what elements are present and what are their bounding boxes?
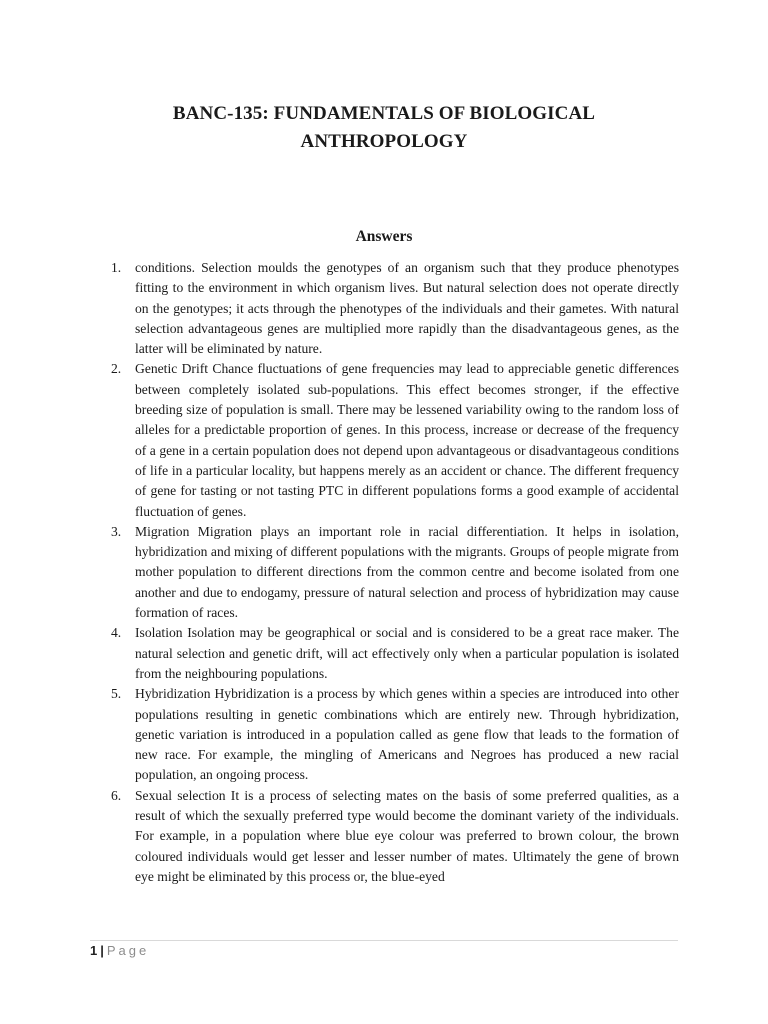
page-number: 1 [90, 943, 98, 958]
answer-item-5 [108, 684, 679, 785]
list-number: 1. [111, 260, 122, 275]
answer-item-4 [108, 623, 679, 684]
section-heading-answers: Answers [355, 228, 413, 245]
answer-text: Hybridization Hybridization is a process by which genes within a species are introduced into other populations resulting in genetic combinations which are entirely new. Through hybridization, genetic variation is introduced in a population called as gene flow that leads to the formation of new race. For example, the mingling of Americans and Negroes has produced a new racial population, an ongoing process. [135, 686, 679, 783]
title-line-1: BANC-135: FUNDAMENTALS OF BIOLOGICAL [172, 103, 596, 124]
answer-text: Sexual selection It is a process of selecting mates on the basis of some preferred qualities, as a result of which the sexually preferred type would become the dominant variety of the individuals. For example, in a population where blue eye colour was preferred to brown colour, the brown coloured individuals would get lesser and lesser number of mates. Ultimately the gene of brown eye might be eliminated by this process or, the blue-eyed [135, 787, 679, 884]
answer-item-2 [108, 359, 679, 521]
answer-item-3 [108, 522, 679, 623]
footer-divider [90, 940, 678, 941]
title-line-2: ANTHROPOLOGY [300, 131, 468, 152]
footer-separator: | [100, 943, 104, 958]
answer-text: Genetic Drift Chance fluctuations of gene frequencies may lead to appreciable genetic differences between completely isolated sub-populations. This effect becomes stronger, if the effective breeding size of population is small. There may be lessened variability owing to the random loss of alleles for a predictable proportion of genes. In this process, increase or decrease of the frequency of a gene in a certain population does not depend upon advantageous or disadvantageous conditions of life in a particular locality, but happens merely as an accident or chance. The different frequency of gene for tasting or not tasting PTC in different populations forms a good example of accidental fluctuation of genes. [135, 361, 679, 519]
answers-list [108, 258, 679, 887]
answer-item-6 [108, 786, 679, 887]
list-number: 2. [111, 361, 122, 377]
list-number: 3. [111, 523, 122, 539]
answer-text: Migration Migration plays an important role in racial differentiation. It helps in isolation, hybridization and mixing of different populations with the migrants. Groups of people migrate from mother population to different directions from the common centre and become isolated from one another and due to endogamy, pressure of natural selection and process of hybridization may cause formation of races. [135, 523, 679, 621]
answer-text: conditions. Selection moulds the genotypes of an organism such that they produce phenotypes fitting to the environment in which organism lives. But natural selection does not operate directly on the genotypes; it acts through the phenotypes of the individuals and their gametes. With natural selection advantageous genes are multiplied more rapidly than the disadvantageous genes, as the latter will be eliminated by nature. [135, 260, 679, 357]
page-footer [90, 943, 149, 959]
answer-text: Isolation Isolation may be geographical or social and is considered to be a great race maker. The natural selection and genetic drift, will act effectively only when a particular population is isolated from the neighbouring populations. [135, 625, 679, 681]
list-number: 4. [111, 625, 122, 641]
page-label: Page [106, 943, 150, 958]
document-title [0, 100, 768, 156]
list-number: 6. [111, 787, 122, 803]
answer-item-1 [108, 258, 679, 359]
list-number: 5. [111, 686, 122, 702]
